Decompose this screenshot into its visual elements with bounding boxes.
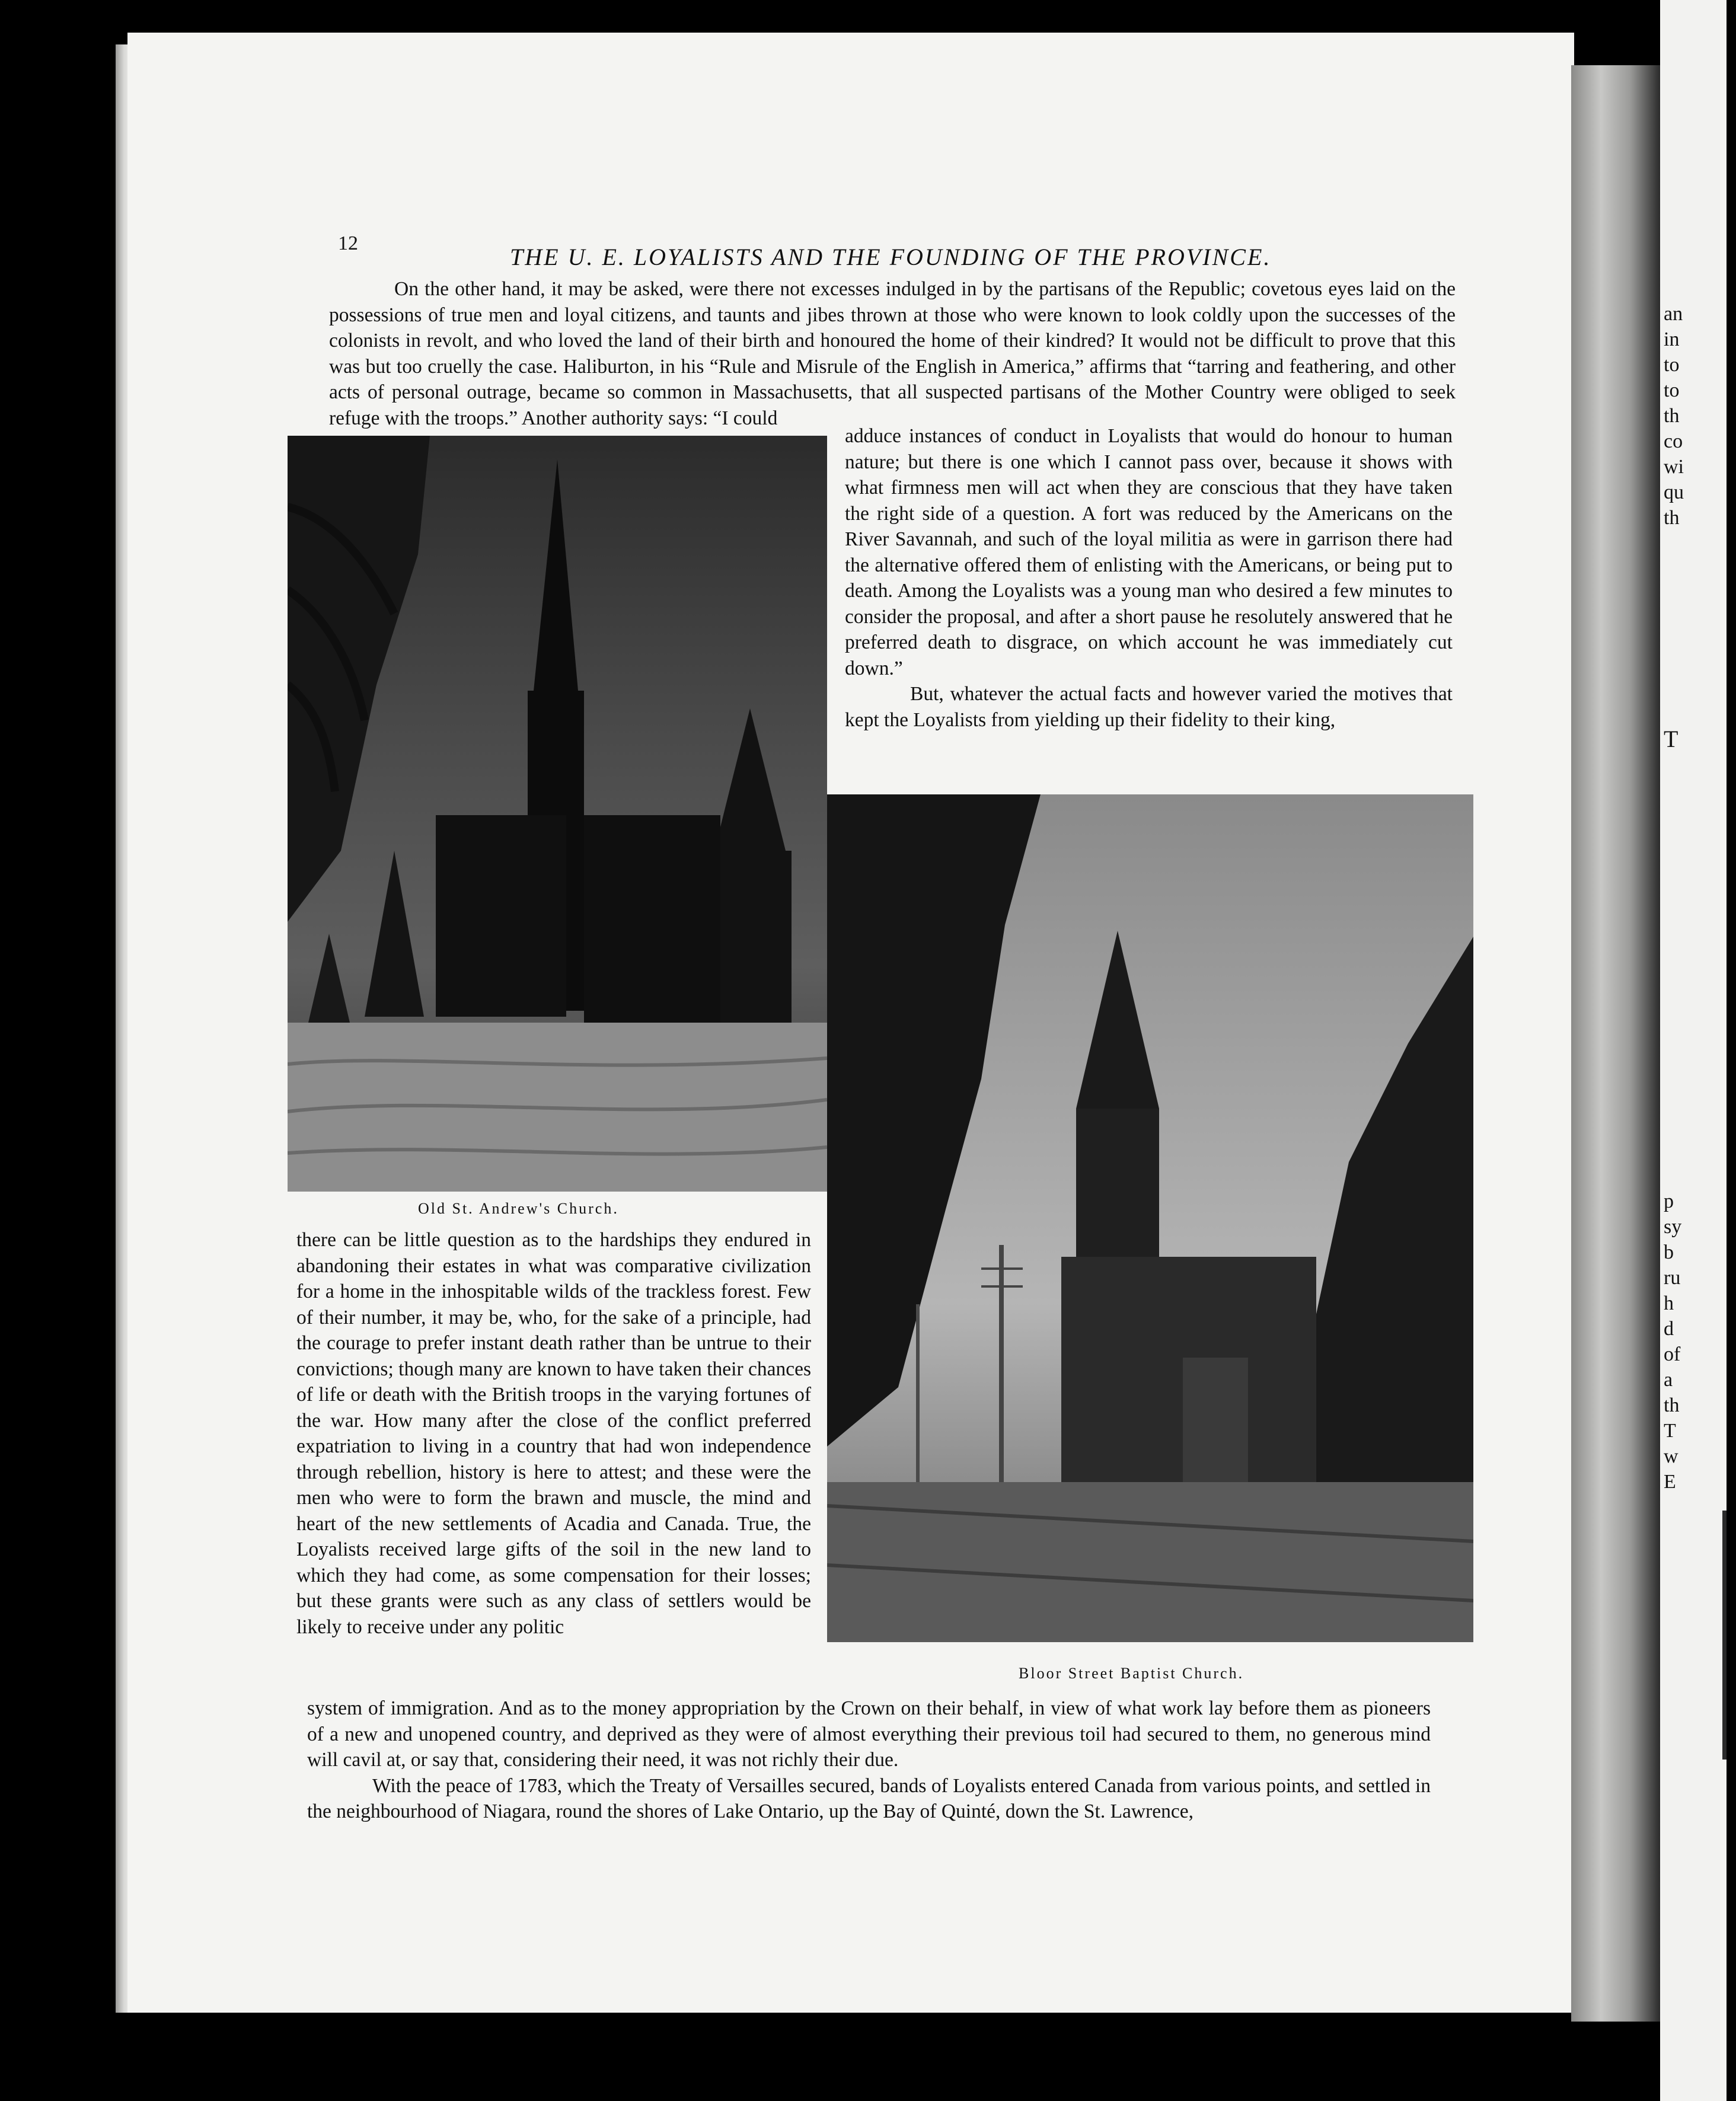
photo-bloor-street-baptist-church <box>827 794 1473 1642</box>
facing-fragment: in <box>1664 328 1680 350</box>
facing-fragment: sy <box>1664 1216 1682 1238</box>
running-head: THE U. E. LOYALISTS AND THE FOUNDING OF THE PROVINCE. <box>510 244 1272 270</box>
facing-fragment: to <box>1664 379 1680 401</box>
facing-fragment: ru <box>1664 1267 1681 1289</box>
facing-fragment: th <box>1664 507 1680 529</box>
facing-fragment: co <box>1664 430 1683 452</box>
facing-fragment: h <box>1664 1292 1674 1314</box>
facing-fragment: th <box>1664 405 1680 427</box>
facing-fragment: T <box>1664 1420 1676 1442</box>
paragraph-text: But, whatever the actual facts and however varied the motives that kept the Loyalists from yielding up their fidelity to their king, <box>845 683 1453 731</box>
page-number: 12 <box>338 232 358 254</box>
facing-fragment: d <box>1664 1318 1674 1340</box>
right-column <box>845 423 1453 733</box>
paragraph-text: With the peace of 1783, which the Treaty of Versailles secured, bands of Loyalists entered Canada from various points, and settled in the neighbourhood of Niagara, round the shores of Lake Ontario, up the Bay of Quinté, down the St. Lawrence, <box>307 1774 1431 1822</box>
caption-photo-1: Old St. Andrew's Church. <box>418 1200 619 1217</box>
paragraph-text: there can be little question as to the hardships they endured in abandoning their estates in what was comparative civilization for a home in the inhospitable wilds of the trackless forest. Few of their number, it may be, who, for the sake of a principle, had the courage to prefer instant death rather than be untrue to their convictions; though many are known to have taken their chances of life or death with the British troops in the varying fortunes of the war. How many after the close of the conflict preferred expatriation to living in a country that had won independence through rebellion, history is here to attest; and these were the men who were to form the brawn and muscle, the mind and heart of the new settlements of Acadia and Canada. True, the Loyalists received large gifts of the soil in the new land to which they had come, as some compensation for their losses; but these grants were such as any class of settlers would be likely to receive under any politic <box>296 1229 811 1638</box>
facing-fragment: of <box>1664 1343 1681 1365</box>
scan-border <box>1727 0 1736 2101</box>
facing-fragment: b <box>1664 1241 1674 1263</box>
paragraph-intro <box>329 276 1456 431</box>
paragraph-text: adduce instances of conduct in Loyalists that would do honour to human nature; but there is one which I cannot pass over, because it shows with what firmness men will act when they are conscious that they have taken the right side of a question. A fort was reduced by the Americans on the River Savannah, and such of the loyal militia as were in garrison there had the alternative offered them of enlisting with the Americans, or being put to death. Among the Loyalists was a young man who desired a few minutes to consider the proposal, and after a short pause he resolutely answered that he preferred death to disgrace, on which account he was immediately cut down.” <box>845 425 1453 679</box>
facing-fragment: an <box>1664 303 1683 325</box>
book-gutter <box>1571 65 1660 2022</box>
facing-fragment: th <box>1664 1394 1680 1416</box>
facing-fragment: w <box>1664 1445 1678 1467</box>
photo-old-st-andrews-church <box>288 436 827 1192</box>
left-column <box>296 1227 811 1640</box>
paragraph-text: system of immigration. And as to the money appropriation by the Crown on their behalf, in view of what work lay before them as pioneers of a new and unopened country, and deprived as they were of almost everything their previous toil had secured to them, no generous mind will cavil at, or say that, considering their need, it was not richly their due. <box>307 1697 1431 1771</box>
caption-photo-2: Bloor Street Baptist Church. <box>1019 1665 1244 1682</box>
facing-fragment: wi <box>1664 456 1684 478</box>
facing-fragment: p <box>1664 1190 1674 1212</box>
church-illustration-1 <box>288 436 827 1192</box>
facing-fragment: to <box>1664 354 1680 376</box>
church-illustration-2 <box>827 794 1473 1642</box>
facing-fragment: qu <box>1664 481 1684 503</box>
facing-fragment: T <box>1664 726 1678 752</box>
bottom-paragraphs <box>307 1696 1431 1825</box>
facing-fragment: E <box>1664 1471 1676 1493</box>
paragraph-text: On the other hand, it may be asked, were there not excesses indulged in by the partisans of the Republic; covetous eyes laid on the possessions of true men and loyal citizens, and taunts and jibes thrown at those who were known to look coldly upon the successes of the colonists in revolt, and who loved the land of their birth and honoured the home of their kindred? It would not be difficult to prove that this was but too cruelly the case. Haliburton, in his “Rule and Misrule of the English in America,” affirms that “tarring and feathering, and other acts of personal outrage, became so common in Massachusetts, that all suspected partisans of the Mother Country were obliged to seek refuge with the troops.” Another authority says: “I could <box>329 278 1456 429</box>
facing-page <box>1660 0 1736 2101</box>
facing-fragment: a <box>1664 1369 1673 1391</box>
